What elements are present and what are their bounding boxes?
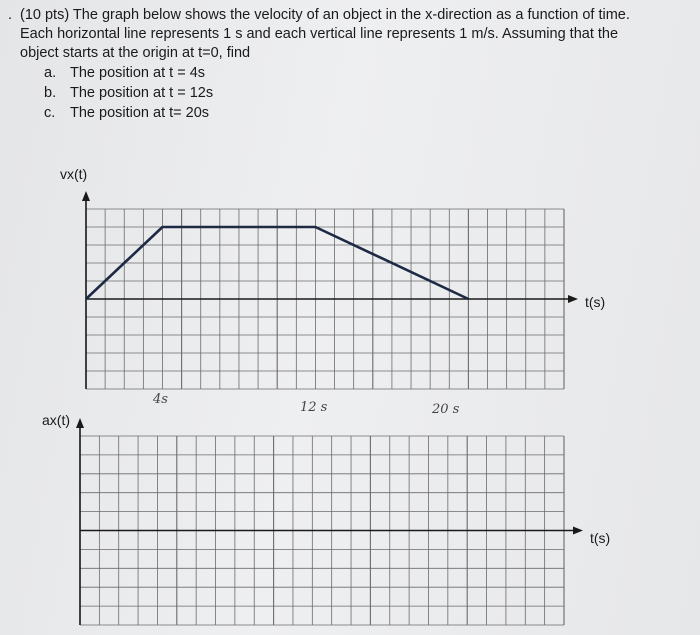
handwritten-20s: 20 s <box>432 402 460 417</box>
problem-line-3: object starts at the origin at t=0, find <box>20 45 251 61</box>
velocity-x-axis-label: t(s) <box>585 294 606 310</box>
acceleration-graph <box>76 418 583 625</box>
question-c-text: The position at t= 20s <box>70 105 210 121</box>
velocity-x-axis-arrow <box>568 295 578 303</box>
velocity-y-axis-label: vx(t) <box>60 166 88 182</box>
acceleration-y-axis-arrow <box>76 418 84 428</box>
handwritten-12s: 12 s <box>300 400 328 415</box>
question-b-letter: b. <box>44 85 57 101</box>
question-c-letter: c. <box>44 105 56 121</box>
problem-bullet: . <box>8 7 13 23</box>
question-a-text: The position at t = 4s <box>70 65 206 81</box>
problem-line-1: (10 pts) The graph below shows the velocity of an object in the x-direction as a function of time. <box>20 7 630 23</box>
acceleration-y-axis-label: ax(t) <box>42 412 70 428</box>
velocity-y-axis-arrow <box>82 191 90 201</box>
problem-line-2: Each horizontal line represents 1 s and each vertical line represents 1 m/s. Assuming that the <box>20 26 619 42</box>
question-b-text: The position at t = 12s <box>70 85 214 101</box>
acceleration-x-axis-label: t(s) <box>590 530 611 546</box>
acceleration-x-axis-arrow <box>573 527 583 535</box>
handwritten-4s: 4s <box>153 392 168 407</box>
velocity-graph <box>82 191 578 389</box>
question-a-letter: a. <box>44 65 57 81</box>
